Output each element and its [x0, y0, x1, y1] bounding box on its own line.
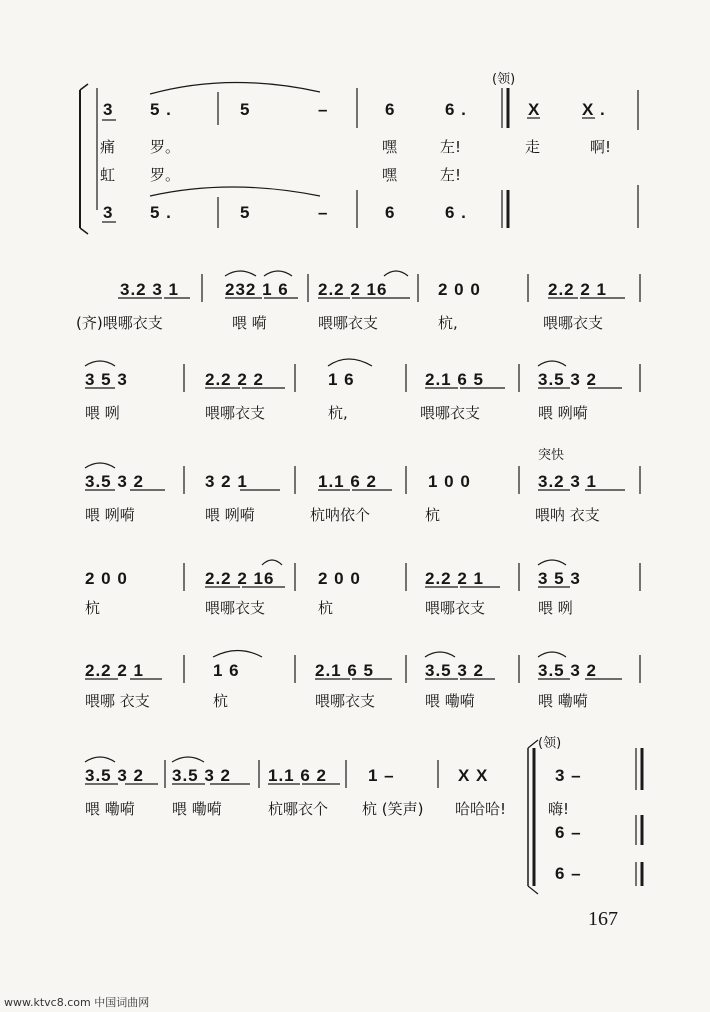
lyric: 走	[525, 138, 541, 156]
measure-notes: 3.5 3 2	[425, 661, 484, 680]
lyric: 喂哪衣支	[318, 314, 379, 332]
measure-notes: 3 5 3	[538, 569, 581, 588]
measure-notes: 232 1 6	[225, 280, 289, 299]
measure-notes: 2.2 2 1	[548, 280, 607, 299]
lyric: 左!	[440, 166, 462, 184]
tempo-mark: 突快	[538, 448, 565, 463]
measure-notes: 2.2 2 16	[318, 280, 388, 299]
lyric: 杭 (笑声)	[362, 800, 424, 818]
measure-notes: 1.1 6 2	[268, 766, 327, 785]
measure-notes: 2.2 2 1	[85, 661, 144, 680]
lyric: 哈哈哈!	[455, 800, 507, 818]
note: –	[318, 100, 329, 119]
lyric: 喂 咧	[85, 404, 120, 422]
lyric: 杭,	[438, 314, 458, 332]
measure-notes: 3 2 1	[205, 472, 248, 491]
lyric: 喂 嘞嗬	[172, 800, 222, 818]
measure-notes: 3 –	[555, 766, 582, 785]
lyric: 杭	[85, 599, 101, 617]
note: X .	[582, 100, 606, 119]
note: 3	[103, 100, 114, 119]
lyric: 喂 咧嗬	[85, 506, 135, 524]
lyric: 喂 嗬	[232, 314, 267, 332]
measure-notes: 3.2 3 1	[120, 280, 179, 299]
measure-notes: 6 –	[555, 823, 582, 842]
lead-mark: (领)	[492, 72, 516, 87]
lyric: 喂呐 衣支	[535, 506, 600, 524]
note: 5	[240, 100, 251, 119]
lyric: 杭	[425, 506, 441, 524]
measure-notes: 2 0 0	[85, 569, 128, 588]
lyric: (齐)喂哪衣支	[76, 314, 163, 332]
lyric: 罗。	[150, 138, 181, 156]
lyric: 喂 咧嗬	[538, 404, 588, 422]
measure-notes: 3.5 3 2	[538, 370, 597, 389]
lyric: 喂哪 衣支	[85, 692, 150, 710]
note: X	[528, 100, 541, 119]
measure-notes: 3.5 3 2	[85, 766, 144, 785]
lead-mark: (领)	[538, 736, 562, 751]
note: 6 .	[445, 100, 467, 119]
note: 6	[385, 100, 396, 119]
lyric: 喂哪衣支	[420, 404, 481, 422]
lyric: 痛	[100, 138, 116, 156]
lyric: 喂哪衣支	[425, 599, 486, 617]
measure-notes: 3 5 3	[85, 370, 128, 389]
measure-notes: 6 –	[555, 864, 582, 883]
lyric: 喂 嘞嗬	[538, 692, 588, 710]
note: –	[318, 203, 329, 222]
lyric: 喂哪衣支	[543, 314, 604, 332]
lyric: 左!	[440, 138, 462, 156]
measure-notes: 2.1 6 5	[425, 370, 484, 389]
lyric: 杭,	[328, 404, 348, 422]
lyric: 啊!	[590, 138, 612, 156]
lyric: 嘿	[382, 138, 398, 156]
note: 6	[385, 203, 396, 222]
note: 5 .	[150, 203, 172, 222]
lyric: 罗。	[150, 166, 181, 184]
lyric: 杭	[318, 599, 334, 617]
measure-notes: 1.1 6 2	[318, 472, 377, 491]
lyric: 嘿	[382, 166, 398, 184]
measure-notes: 2.2 2 2	[205, 370, 264, 389]
measure-notes: 1 6	[213, 661, 240, 680]
measure-notes: 2 0 0	[438, 280, 481, 299]
measure-notes: 2.2 2 16	[205, 569, 275, 588]
lyric: 杭呐依个	[310, 506, 371, 524]
note: 5 .	[150, 100, 172, 119]
measure-notes: 1 6	[328, 370, 355, 389]
lyric: 虹	[100, 166, 116, 184]
note: 5	[240, 203, 251, 222]
measure-notes: 2 0 0	[318, 569, 361, 588]
lyric: 喂 嘞嗬	[85, 800, 135, 818]
measure-notes: X X	[458, 766, 489, 785]
measure-notes: 2.2 2 1	[425, 569, 484, 588]
lyric: 喂 咧	[538, 599, 573, 617]
measure-notes: 3.5 3 2	[172, 766, 231, 785]
lyric: 喂哪衣支	[205, 404, 266, 422]
measure-notes: 1 –	[368, 766, 395, 785]
lyric: 杭	[213, 692, 229, 710]
measure-notes: 2.1 6 5	[315, 661, 374, 680]
lyric: 杭哪衣个	[268, 800, 329, 818]
watermark-footer: www.ktvc8.com 中国词曲网	[4, 996, 150, 1009]
note: 3	[103, 203, 114, 222]
measure-notes: 3.5 3 2	[538, 661, 597, 680]
lyric: 喂 咧嗬	[205, 506, 255, 524]
lyric: 喂 嘞嗬	[425, 692, 475, 710]
lyric: 嗨!	[548, 800, 570, 818]
measure-notes: 3.5 3 2	[85, 472, 144, 491]
page-number: 167	[588, 908, 618, 930]
measure-notes: 1 0 0	[428, 472, 471, 491]
note: 6 .	[445, 203, 467, 222]
lyric: 喂哪衣支	[315, 692, 376, 710]
measure-notes: 3.2 3 1	[538, 472, 597, 491]
lyric: 喂哪衣支	[205, 599, 266, 617]
